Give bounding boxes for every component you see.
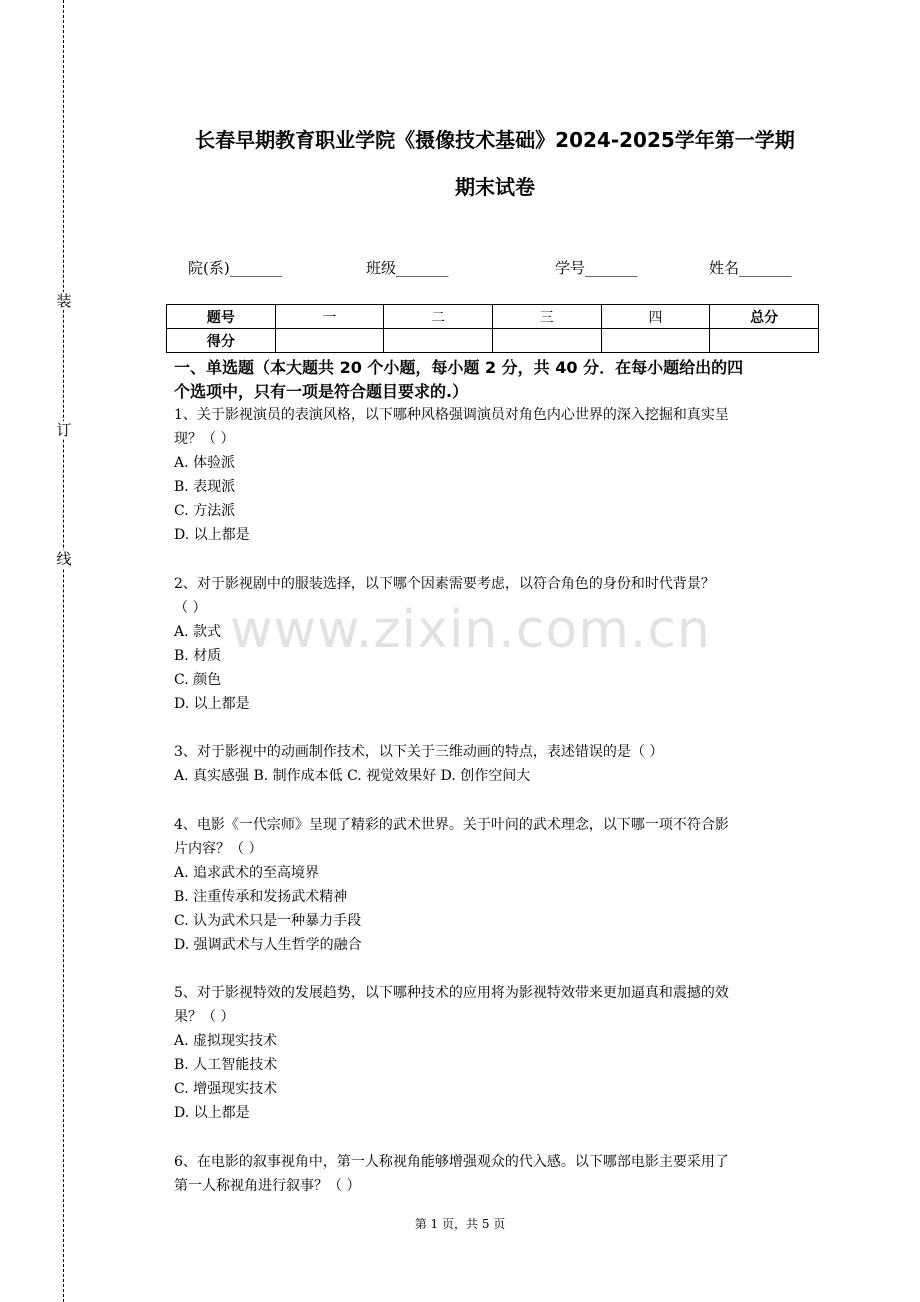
score-cell (710, 329, 819, 353)
score-table (166, 304, 819, 353)
question-stem: 6、在电影的叙事视角中，第一人称视角能够增强观众的代入感。以下哪部电影主要采用了 (174, 1154, 729, 1170)
exam-title-line2: 期末试卷 (455, 175, 535, 199)
question-option: C. 增强现实技术 (174, 1081, 278, 1097)
question-option: B. 注重传承和发扬武术精神 (174, 889, 348, 905)
score-header-cell: 三 (492, 305, 601, 329)
question-option: B. 表现派 (174, 479, 236, 495)
exam-title-line1: 长春早期教育职业学院《摄像技术基础》2024-2025学年第一学期 (195, 128, 795, 152)
question-stem: 1、关于影视演员的表演风格，以下哪种风格强调演员对角色内心世界的深入挖掘和真实呈 (174, 407, 729, 423)
question-option: C. 认为武术只是一种暴力手段 (174, 913, 362, 929)
score-header-cell: 二 (384, 305, 493, 329)
question-option: B. 材质 (174, 648, 222, 664)
watermark: www.zixin.com.cn (230, 600, 711, 660)
question-option: A. 真实感强 B. 制作成本低 C. 视觉效果好 D. 创作空间大 (174, 768, 531, 784)
binding-char-xian: 线 (56, 550, 72, 568)
binding-dashed-line (63, 0, 64, 1302)
score-cell (384, 329, 493, 353)
question-stem: 第一人称视角进行叙事？（ ） (174, 1178, 361, 1194)
question-stem: 果？（ ） (174, 1009, 235, 1025)
question-stem: 片内容？（ ） (174, 841, 263, 857)
question-option: D. 强调武术与人生哲学的融合 (174, 937, 362, 953)
student-id-field: 学号_______ (555, 259, 638, 277)
question-option: D. 以上都是 (174, 696, 250, 712)
question-option: A. 体验派 (174, 455, 236, 471)
section-heading-line1: 一、单选题（本大题共 20 个小题，每小题 2 分，共 40 分．在每小题给出的四 (174, 358, 744, 377)
question-stem: 现？（ ） (174, 431, 235, 447)
question-stem: 3、对于影视中的动画制作技术，以下关于三维动画的特点，表述错误的是（ ） (174, 744, 664, 760)
question-option: A. 追求武术的至高境界 (174, 865, 320, 881)
question-option: A. 虚拟现实技术 (174, 1033, 278, 1049)
question-option: C. 颜色 (174, 672, 222, 688)
score-header-cell: 四 (601, 305, 710, 329)
class-field: 班级_______ (366, 259, 449, 277)
score-table-header-row (167, 305, 819, 329)
score-header-cell: 题号 (167, 305, 276, 329)
name-field: 姓名_______ (709, 259, 792, 277)
section-heading (174, 356, 824, 404)
question-option: D. 以上都是 (174, 1105, 250, 1121)
binding-char-zhuang: 装 (56, 292, 72, 310)
question-option: C. 方法派 (174, 503, 236, 519)
question-stem: 5、对于影视特效的发展趋势，以下哪种技术的应用将为影视特效带来更加逼真和震撼的效 (174, 985, 729, 1001)
question-stem: 4、电影《一代宗师》呈现了精彩的武术世界。关于叶问的武术理念，以下哪一项不符合影 (174, 817, 729, 833)
score-row-label: 得分 (167, 329, 276, 353)
binding-char-ding: 订 (56, 421, 72, 439)
section-heading-line2: 个选项中，只有一项是符合题目要求的.） (174, 382, 469, 401)
score-cell (492, 329, 601, 353)
question-stem: 2、对于影视剧中的服装选择，以下哪个因素需要考虑，以符合角色的身份和时代背景？ (174, 576, 715, 592)
department-field: 院(系)_______ (188, 259, 283, 277)
score-cell (275, 329, 384, 353)
question-stem: （ ） (174, 600, 207, 616)
score-header-cell: 总分 (710, 305, 819, 329)
page-footer: 第 1 页，共 5 页 (414, 1217, 506, 1231)
score-header-cell: 一 (275, 305, 384, 329)
question-option: B. 人工智能技术 (174, 1057, 278, 1073)
question-option: D. 以上都是 (174, 527, 250, 543)
score-cell (601, 329, 710, 353)
question-option: A. 款式 (174, 624, 222, 640)
score-table-score-row (167, 329, 819, 353)
